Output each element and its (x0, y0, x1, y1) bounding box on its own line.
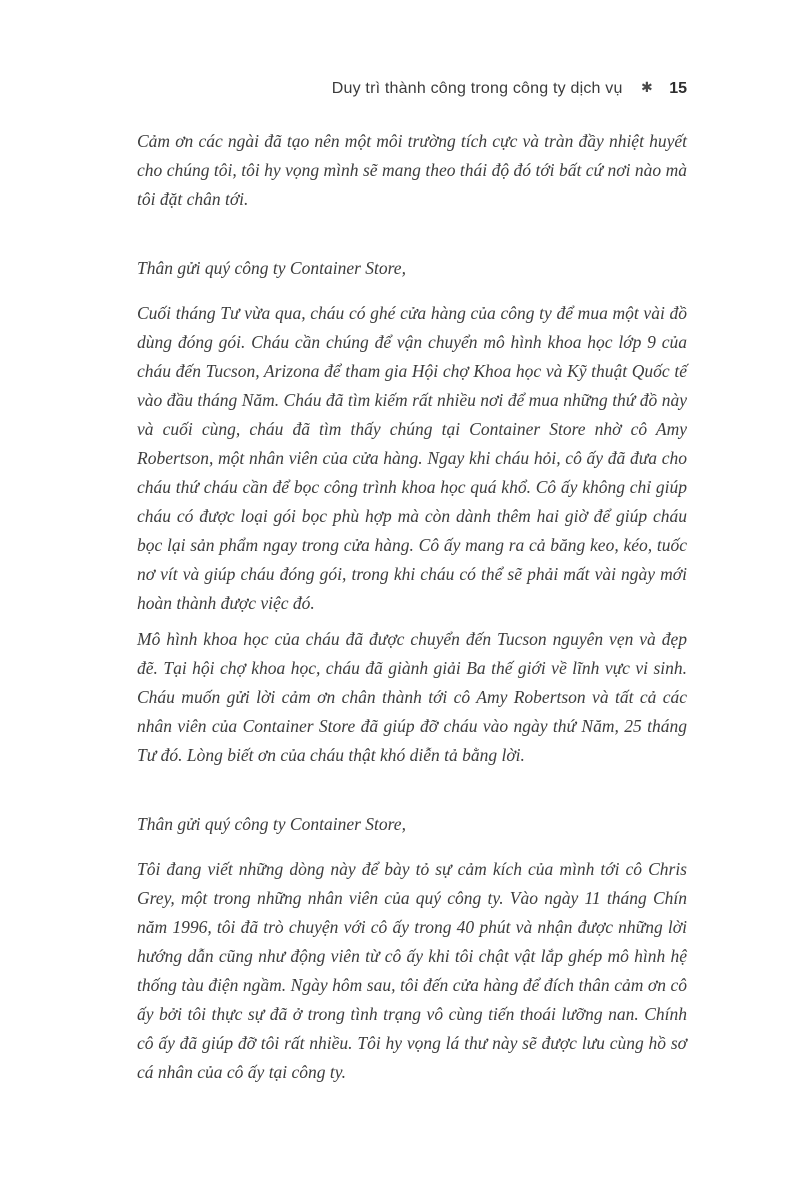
paragraph: Cảm ơn các ngài đã tạo nên một môi trường tích cực và tràn đầy nhiệt huyết cho chúng tôi, tôi hy vọng mình sẽ mang theo thái độ đó tới bất cứ nơi nào mà tôi đặt chân tới. (137, 131, 687, 209)
asterisk-icon: ✱ (641, 79, 653, 95)
salutation: Thân gửi quý công ty Container Store, (137, 814, 406, 834)
paragraph: Mô hình khoa học của cháu đã được chuyển đến Tucson nguyên vẹn và đẹp đẽ. Tại hội chợ khoa học, cháu đã giành giải Ba thế giới về lĩnh vực vi sinh. Cháu muốn gửi lời cảm ơn chân thành tới cô Amy Robertson và tất cả các nhân viên của Container Store đã giúp đỡ cháu vào ngày thứ Năm, 25 tháng Tư đó. Lòng biết ơn của cháu thật khó diễn tả bằng lời. (137, 629, 687, 765)
page-number: 15 (669, 80, 687, 97)
page-body (137, 127, 687, 1094)
paragraph: Tôi đang viết những dòng này để bày tỏ sự cảm kích của mình tới cô Chris Grey, một trong những nhân viên của quý công ty. Vào ngày 11 tháng Chín năm 1996, tôi đã trò chuyện với cô ấy trong 40 phút và nhận được những lời hướng dẫn cũng như động viên từ cô ấy khi tôi chật vật lắp ghép mô hình hệ thống tàu điện ngầm. Ngày hôm sau, tôi đến cửa hàng để đích thân cảm ơn cô ấy bởi tôi thực sự đã ở trong tình trạng vô cùng tiến thoái lưỡng nan. Chính cô ấy đã giúp đỡ tôi rất nhiều. Tôi hy vọng lá thư này sẽ được lưu cùng hồ sơ cá nhân của cô ấy tại công ty. (137, 859, 687, 1082)
page-header (137, 78, 687, 99)
salutation: Thân gửi quý công ty Container Store, (137, 258, 406, 278)
paragraph: Cuối tháng Tư vừa qua, cháu có ghé cửa hàng của công ty để mua một vài đồ dùng đóng gói. Cháu cần chúng để vận chuyển mô hình khoa học lớp 9 của cháu đến Tucson, Arizona để tham gia Hội chợ Khoa học và Kỹ thuật Quốc tế vào đầu tháng Năm. Cháu đã tìm kiếm rất nhiều nơi để mua những thứ đồ này và cuối cùng, cháu đã tìm thấy chúng tại Container Store nhờ cô Amy Robertson, một nhân viên của cửa hàng. Ngay khi cháu hỏi, cô ấy đã đưa cho cháu thứ cháu cần để bọc công trình khoa học quá khổ. Cô ấy không chỉ giúp cháu có được loại gói bọc phù hợp mà còn dành thêm hai giờ để giúp cháu bọc lại sản phẩm ngay trong cửa hàng. Cô ấy mang ra cả băng keo, kéo, tuốc nơ vít và giúp cháu đóng gói, trong khi cháu có thể sẽ phải mất vài ngày mới hoàn thành được việc đó. (137, 303, 687, 613)
running-title: Duy trì thành công trong công ty dịch vụ (331, 80, 623, 97)
